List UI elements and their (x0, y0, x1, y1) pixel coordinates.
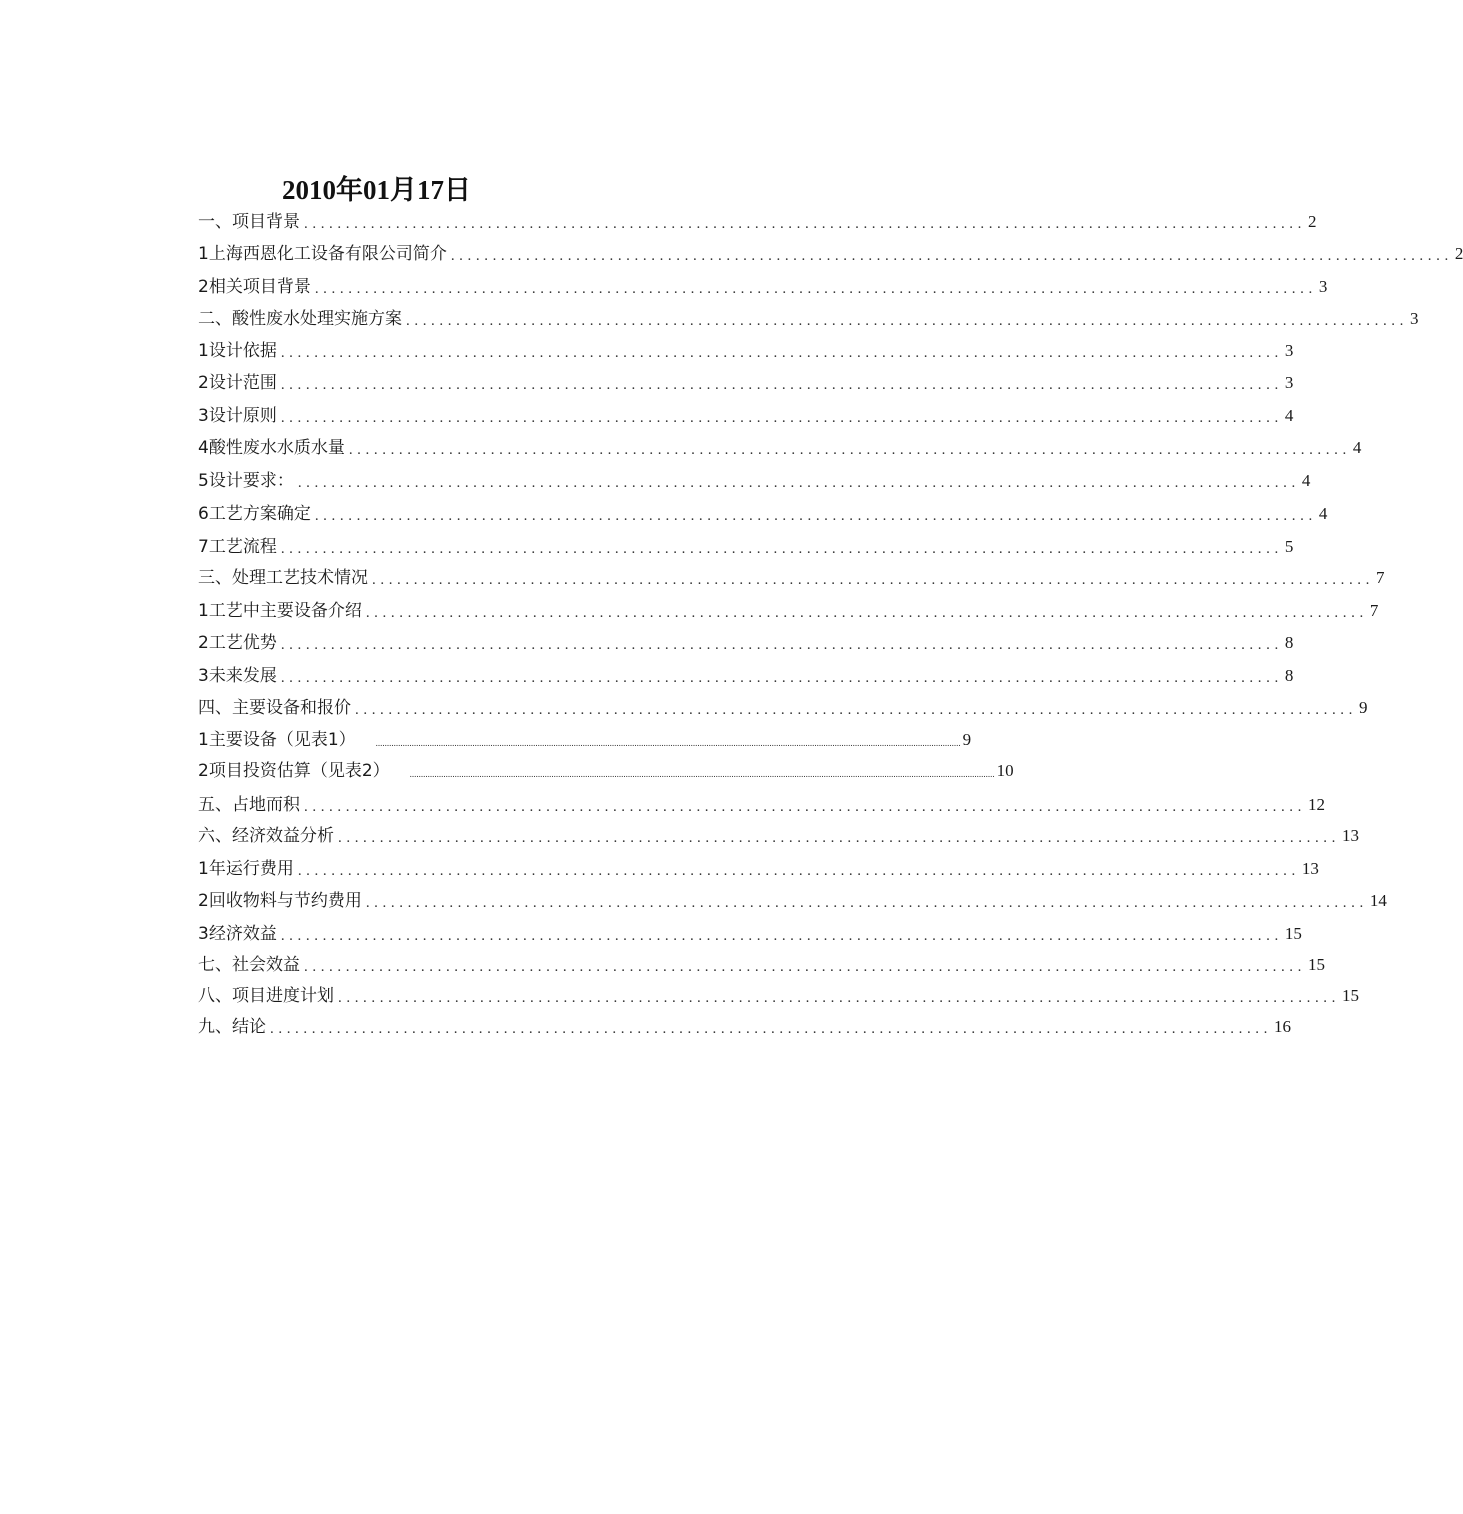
toc-entry[interactable] (198, 434, 1362, 462)
dot-leader: ........................................................................................................................ (280, 928, 1283, 944)
toc-entry-label: 3设计原则 (198, 406, 277, 426)
toc-entry-page: 16 (1274, 1017, 1291, 1036)
toc-entry-label: 1设计依据 (198, 341, 277, 361)
toc-entry-label: 3经济效益 (198, 924, 277, 944)
toc-entry-label: 四、主要设备和报价 (198, 698, 351, 718)
toc-entry-label: 6工艺方案确定 (198, 504, 311, 524)
toc-entry-page: 4 (1301, 471, 1311, 490)
toc-entry-page: 13 (1301, 859, 1319, 878)
toc-entry[interactable] (198, 500, 1328, 528)
toc-entry-page: 15 (1342, 986, 1359, 1005)
toc-entry-label: 2项目投资估算（见表2） (198, 761, 390, 781)
dot-leader: ........................................................................................................................ (304, 799, 1306, 815)
toc-entry-label: 2工艺优势 (198, 633, 277, 653)
toc-entry-label: 一、项目背景 (198, 212, 300, 232)
toc-entry-label: 三、处理工艺技术情况 (198, 568, 368, 588)
toc-entry[interactable] (198, 467, 1311, 495)
toc-entry-page: 2 (1454, 244, 1463, 263)
toc-entry-page: 4 (1318, 504, 1328, 523)
dot-leader: ........................................................................................................................ (280, 377, 1283, 393)
dot-leader: ........................................................................................................................ (304, 959, 1306, 975)
dot-leader: .................................................................................................................................................................................................................................................................... (409, 769, 995, 779)
toc-entry-label: 1上海西恩化工设备有限公司简介 (198, 244, 447, 264)
dot-leader: ........................................................................................................................ (365, 605, 1368, 621)
toc-entry-page: 4 (1352, 438, 1362, 457)
dot-leader: ........................................................................................................................ (280, 345, 1283, 361)
toc-entry-page: 14 (1369, 891, 1387, 910)
toc-entry[interactable] (198, 629, 1294, 657)
toc-entry[interactable] (198, 694, 1368, 722)
toc-entry-page: 4 (1284, 406, 1294, 425)
toc-entry-page: 12 (1308, 795, 1325, 814)
toc-entry-label: 2设计范围 (198, 373, 277, 393)
toc-entry-label: 2相关项目背景 (198, 277, 311, 297)
toc-entry[interactable] (198, 564, 1385, 592)
toc-entry-label: 4酸性废水水质水量 (198, 438, 345, 458)
dot-leader: ........................................................................................................................ (314, 281, 1317, 297)
dot-leader: ........................................................................................................................ (270, 1021, 1272, 1037)
toc-entry[interactable] (198, 273, 1328, 301)
dot-leader: ........................................................................................................................ (297, 475, 1300, 491)
toc-entry-label: 1工艺中主要设备介绍 (198, 601, 362, 621)
dot-leader: ........................................................................................................................ (280, 410, 1283, 426)
toc-entry[interactable] (198, 662, 1294, 690)
dot-leader: .................................................................................................................................................................................................................................................................... (375, 738, 961, 748)
toc-entry-label: 二、酸性废水处理实施方案 (198, 309, 402, 329)
toc-entry[interactable] (198, 855, 1319, 883)
toc-entry-page: 7 (1376, 568, 1385, 587)
toc-entry-page: 15 (1284, 924, 1302, 943)
dot-leader: ........................................................................................................................ (406, 313, 1408, 329)
toc-entry-page: 8 (1284, 633, 1294, 652)
dot-leader: ........................................................................................................................ (365, 895, 1368, 911)
dot-leader: ........................................................................................................................ (355, 702, 1357, 718)
dot-leader: ........................................................................................................................ (348, 442, 1351, 458)
toc-entry[interactable] (198, 822, 1359, 850)
toc-entry-label: 七、社会效益 (198, 955, 300, 975)
toc-entry-label: 八、项目进度计划 (198, 986, 334, 1006)
dot-leader: ........................................................................................................................ (450, 248, 1453, 264)
dot-leader: ........................................................................................................................ (297, 863, 1300, 879)
dot-leader: ........................................................................................................................ (372, 572, 1374, 588)
dot-leader: ........................................................................................................................ (280, 670, 1283, 686)
toc-entry-page: 3 (1410, 309, 1419, 328)
toc-entry-label: 7工艺流程 (198, 537, 277, 557)
toc-entry-page: 3 (1284, 341, 1294, 360)
dot-leader: ........................................................................................................................ (280, 637, 1283, 653)
toc-entry[interactable] (198, 533, 1294, 561)
toc-entry-page: 8 (1284, 666, 1294, 685)
toc-entry-label: 九、结论 (198, 1017, 266, 1037)
toc-entry-page: 10 (996, 761, 1014, 780)
dot-leader: ........................................................................................................................ (280, 541, 1283, 557)
toc-entry-page: 13 (1342, 826, 1359, 845)
toc-entry[interactable] (198, 791, 1325, 819)
toc-entry[interactable] (198, 726, 972, 754)
toc-entry-page: 7 (1369, 601, 1379, 620)
toc-entry-label: 五、占地而积 (198, 795, 300, 815)
toc-entry[interactable] (198, 337, 1294, 365)
toc-entry[interactable] (198, 208, 1317, 236)
toc-entry-label: 1年运行费用 (198, 859, 294, 879)
toc-entry[interactable] (198, 951, 1325, 979)
toc-entry-label: 2回收物料与节约费用 (198, 891, 362, 911)
toc-entry-page: 3 (1318, 277, 1328, 296)
toc-entry[interactable] (198, 982, 1359, 1010)
toc-entry-label: 六、经济效益分析 (198, 826, 334, 846)
toc-entry-page: 15 (1308, 955, 1325, 974)
toc-entry[interactable] (198, 887, 1387, 915)
dot-leader: ........................................................................................................................ (338, 830, 1340, 846)
dot-leader: ........................................................................................................................ (338, 990, 1340, 1006)
dot-leader: ........................................................................................................................ (304, 216, 1306, 232)
toc-entry[interactable] (198, 920, 1302, 948)
toc-entry-page: 9 (962, 730, 972, 749)
toc-entry[interactable] (198, 1013, 1291, 1041)
toc-entry[interactable] (198, 369, 1294, 397)
toc-entry[interactable] (198, 305, 1419, 333)
toc-entry-page: 3 (1284, 373, 1294, 392)
toc-entry-label: 3未来发展 (198, 666, 277, 686)
date-heading: 2010年01月17日 (282, 175, 471, 205)
toc-entry[interactable] (198, 597, 1379, 625)
toc-entry-page: 5 (1284, 537, 1294, 556)
toc-entry[interactable] (198, 240, 1463, 268)
toc-entry-page: 9 (1359, 698, 1368, 717)
toc-entry-label: 5设计要求： (198, 471, 294, 491)
toc-entry[interactable] (198, 402, 1294, 430)
toc-entry-label: 1主要设备（见表1） (198, 730, 356, 750)
dot-leader: ........................................................................................................................ (314, 508, 1317, 524)
toc-entry-page: 2 (1308, 212, 1317, 231)
toc-entry[interactable] (198, 757, 1014, 785)
